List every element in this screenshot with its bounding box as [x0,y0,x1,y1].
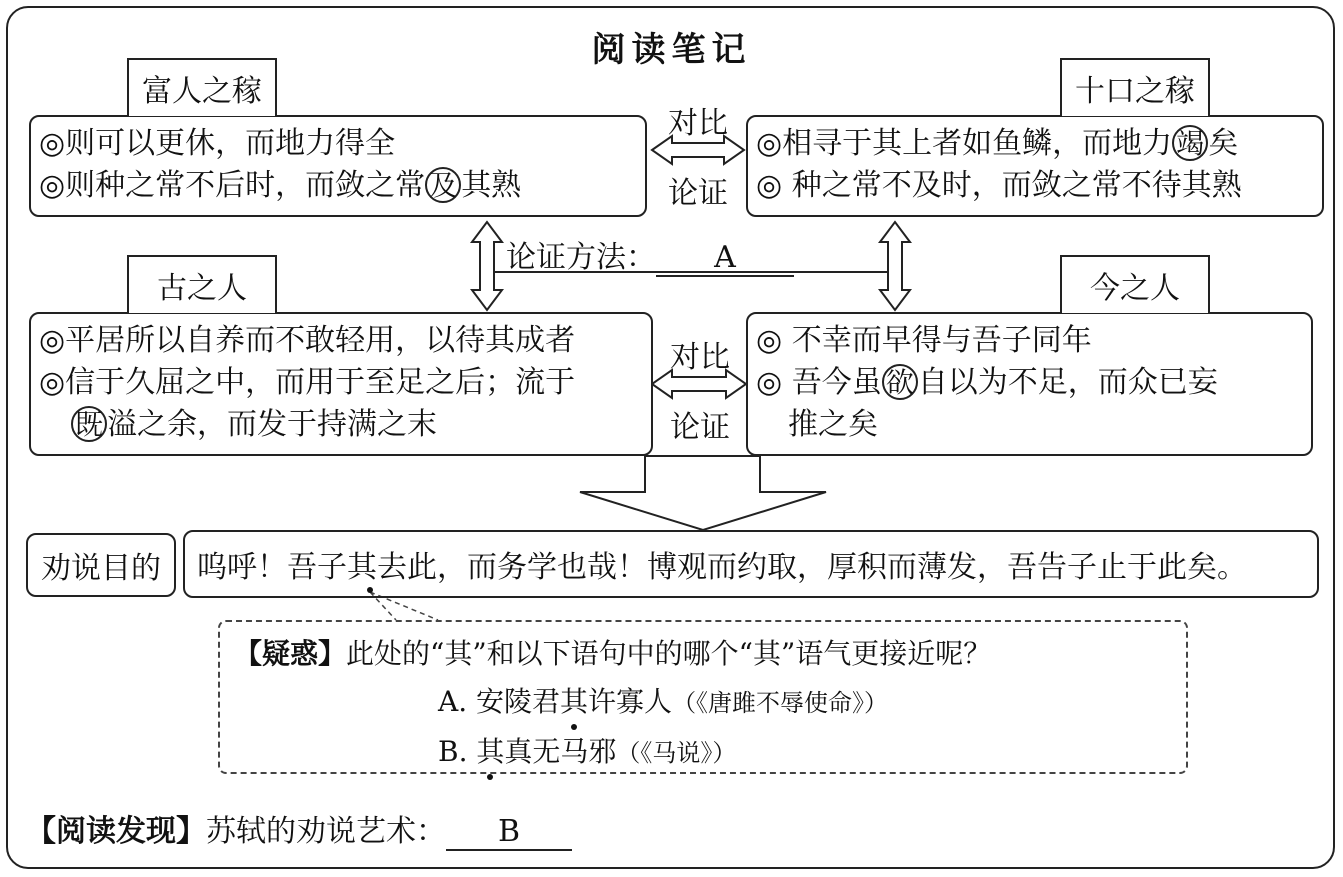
rich-line-1: ◎则可以更休，而地力得全 [39,126,396,161]
doubt-question: 此处的“其”和以下语句中的哪个“其”语气更接近呢？ [346,637,992,670]
modern-line-3: 推之矣 [788,407,878,442]
rich-harvest-box [29,115,647,217]
tab-ancients: 古之人 [127,255,277,313]
option-a-source: （《唐雎不辱使命》） [672,689,889,717]
rich-line-2-text: ◎则种之常不后时，而敛之常 [39,168,426,203]
option-b[interactable] [438,730,736,770]
option-b-post: 真无马邪 [504,735,617,768]
modern-line-2 [756,362,1303,404]
finding-tag: 【阅读发现】 [26,814,206,849]
option-a-dotted: 其 [560,685,589,718]
ten-line-1-end: 矣 [1208,126,1239,161]
ten-line-1-text: ◎相寻于其上者如鱼鳞，而地力 [756,126,1173,161]
contrast-top-label-2: 论证 [668,176,728,211]
option-a-post: 许寡人 [588,685,673,718]
method-line [506,232,794,277]
big-down-arrow [580,456,826,530]
tab-rich-harvest: 富人之稼 [127,58,277,116]
double-arrow-left [472,222,502,310]
contrast-bottom-label-2: 论证 [670,410,730,445]
option-a[interactable] [438,680,888,720]
method-label: 论证方法： [506,240,656,275]
circled-char-ji2: 既 [71,406,107,442]
circled-char-ji: 及 [425,167,461,203]
tab-ten-mouths: 十口之稼 [1060,58,1210,116]
contrast-bottom-label-1: 对比 [670,340,730,375]
finding-blank[interactable]: B [446,814,572,851]
ancient-line-3-text: 溢之余，而发于持满之末 [107,407,437,442]
ancient-line-2: ◎信于久屈之中，而用于至足之后；流于 [39,365,576,400]
modern-line-2-end: 自以为不足，而众已妄 [917,365,1218,400]
method-blank[interactable]: A [656,240,794,277]
doubt-tag: 【疑惑】 [234,637,347,670]
purpose-quote: 呜呼！吾子其去此，而务学也哉！博观而约取，厚积而薄发，吾告子止于此矣。 [197,550,1247,585]
ancients-box [29,312,653,456]
modern-line-2-text: ◎ 吾今虽 [756,365,882,400]
purpose-label: 劝说目的 [26,533,176,597]
doubt-box [218,620,1188,774]
finding-line [26,806,572,851]
finding-text: 苏轼的劝说艺术： [206,814,446,849]
moderns-box [746,312,1313,456]
option-a-pre: A. 安陵君 [438,685,561,718]
option-b-dotted: 其 [476,735,505,768]
ten-line-1 [756,123,1314,165]
option-b-pre: B. [438,735,477,768]
doubt-question-line [234,632,991,672]
ten-line-2: ◎ 种之常不及时，而敛之常不待其熟 [756,168,1242,203]
circled-char-jie: 竭 [1172,125,1208,161]
rich-line-2-end: 其熟 [461,168,522,203]
tab-moderns: 今之人 [1060,255,1210,313]
page-title: 阅读笔记 [591,30,752,70]
rich-line-2 [39,165,637,207]
option-b-source: （《马说》） [616,739,737,767]
ancient-line-3 [39,404,643,446]
ten-mouths-box [746,115,1324,217]
purpose-quote-box [183,530,1319,598]
double-arrow-right [880,222,910,310]
circled-char-yu: 欲 [882,364,918,400]
ancient-line-1: ◎平居所以自养而不敢轻用，以待其成者 [39,323,576,358]
contrast-top-label-1: 对比 [668,106,728,141]
modern-line-1: ◎ 不幸而早得与吾子同年 [756,323,1092,358]
